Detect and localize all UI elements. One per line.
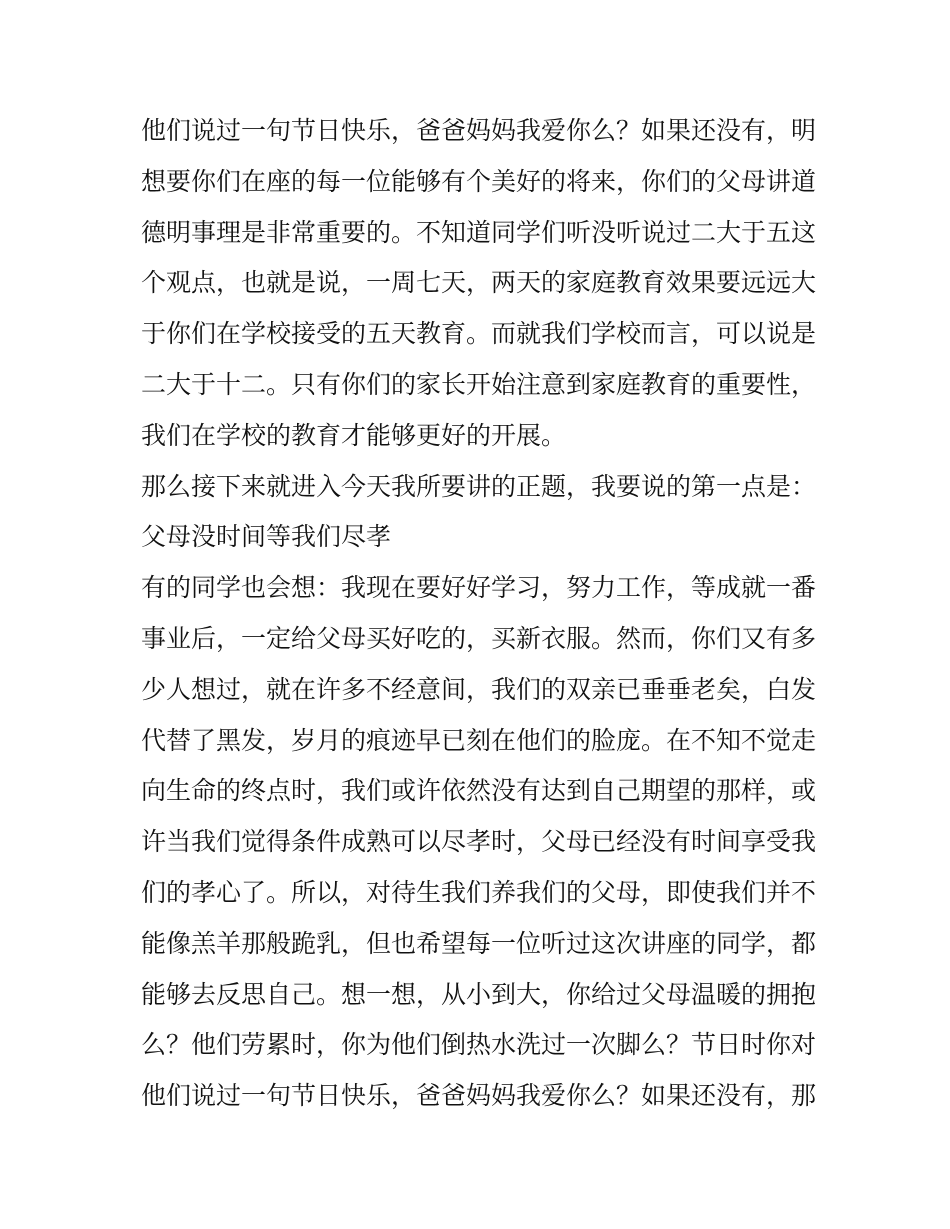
text-line-1: 他们说过一句节日快乐，爸爸妈妈我爱你么？如果还没有，明 [141, 116, 817, 145]
text-line-3: 德明事理是非常重要的。不知道同学们听没听说过二大于五这 [141, 217, 817, 247]
text-line-4: 个观点，也就是说，一周七天，两天的家庭教育效果要远远大 [141, 268, 817, 298]
text-line-20: 他们说过一句节日快乐，爸爸妈妈我爱你么？如果还没有，那 [141, 1081, 817, 1111]
text-line-8: 那么接下来就进入今天我所要讲的正题，我要说的第一点是： [141, 471, 817, 501]
text-line-19: 么？他们劳累时，你为他们倒热水洗过一次脚么？节日时你对 [141, 1030, 817, 1060]
text-line-14: 向生命的终点时，我们或许依然没有达到自己期望的那样，或 [141, 776, 817, 806]
text-line-13: 代替了黑发，岁月的痕迹早已刻在他们的脸庞。在不知不觉走 [141, 725, 817, 755]
text-line-17: 能像羔羊那般跪乳，但也希望每一位听过这次讲座的同学，都 [141, 928, 817, 958]
text-line-5: 于你们在学校接受的五天教育。而就我们学校而言，可以说是 [141, 319, 817, 349]
text-line-10: 有的同学也会想：我现在要好好学习，努力工作，等成就一番 [141, 573, 817, 603]
body-text [141, 106, 821, 1122]
text-line-16: 们的孝心了。所以，对待生我们养我们的父母，即使我们并不 [141, 877, 817, 907]
text-line-18: 能够去反思自己。想一想，从小到大，你给过父母温暖的拥抱 [141, 979, 817, 1009]
text-line-6: 二大于十二。只有你们的家长开始注意到家庭教育的重要性， [141, 369, 817, 399]
text-line-11: 事业后，一定给父母买好吃的，买新衣服。然而，你们又有多 [141, 623, 817, 653]
text-line-2: 想要你们在座的每一位能够有个美好的将来，你们的父母讲道 [141, 166, 817, 196]
section-heading: 父母没时间等我们尽孝 [141, 522, 392, 552]
text-line-15: 许当我们觉得条件成熟可以尽孝时，父母已经没有时间享受我 [141, 827, 817, 857]
text-line-7: 我们在学校的教育才能够更好的开展。 [141, 420, 567, 450]
text-line-12: 少人想过，就在许多不经意间，我们的双亲已垂垂老矣，白发 [141, 674, 817, 704]
